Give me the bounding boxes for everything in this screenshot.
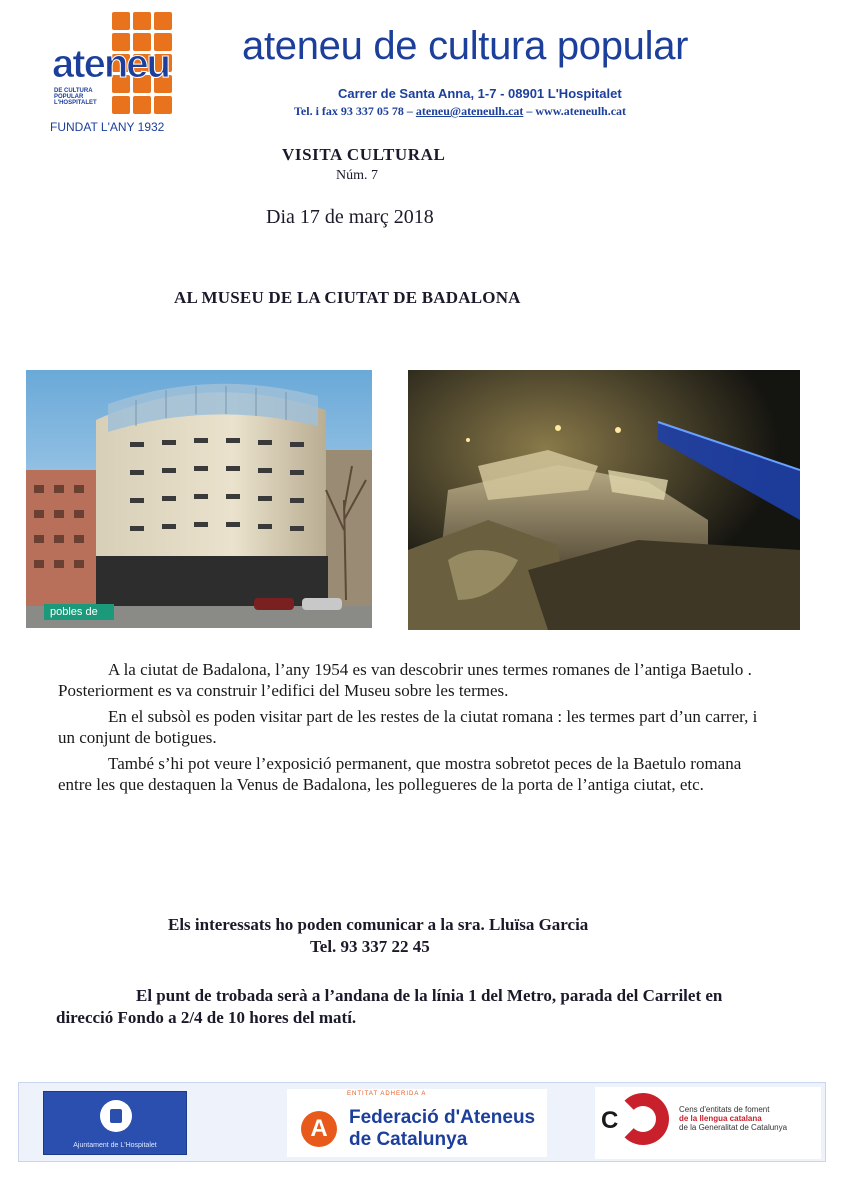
federation-a-icon: A	[301, 1111, 337, 1147]
organization-title: ateneu de cultura popular	[242, 24, 689, 68]
census-ring-icon	[617, 1093, 669, 1145]
website: – www.ateneulh.cat	[523, 104, 627, 118]
organization-address: Carrer de Santa Anna, 1-7 - 08901 L'Hospitalet	[338, 86, 622, 101]
logo-subtitle: DE CULTURA POPULAR L'HOSPITALET	[54, 88, 97, 106]
contact-phone: Tel. 93 337 22 45	[310, 937, 430, 956]
email-link[interactable]: ateneu@ateneulh.cat	[415, 104, 524, 118]
visit-title: VISITA CULTURAL	[282, 145, 446, 164]
phone-fax: Tel. i fax 93 337 05 78 –	[294, 104, 416, 118]
language-census-logo	[595, 1087, 821, 1159]
city-council-label: Ajuntament de L'Hospitalet	[73, 1142, 157, 1149]
census-text: Cens d'entitats de foment de la llengua catalana de la Generalitat de Catalunya	[679, 1105, 788, 1132]
event-title: AL MUSEU DE LA CIUTAT DE BADALONA	[174, 288, 521, 307]
contact-line: Els interessats ho poden comunicar a la sra. Lluïsa Garcia	[168, 915, 589, 934]
founded-text: FUNDAT L'ANY 1932	[50, 120, 165, 134]
organization-contact	[294, 104, 626, 119]
logo-wordmark: ateneu	[52, 42, 169, 86]
federation-logo	[287, 1089, 547, 1157]
ateneu-logo	[46, 12, 186, 136]
city-council-logo	[43, 1091, 187, 1155]
sponsor-strip	[18, 1082, 826, 1162]
roman-ruins-photo	[408, 370, 800, 630]
paragraph-discovery: A la ciutat de Badalona, l’any 1954 es van descobrir unes termes romanes de l’antiga Baetulo . Posteriorment es va construir l’edifici del Museu sobre les termes.	[58, 660, 752, 700]
crest-icon	[100, 1100, 132, 1132]
photo-badge: pobles de	[44, 604, 114, 620]
museum-building-photo	[26, 370, 372, 628]
meeting-point: El punt de trobada serà a l’andana de la línia 1 del Metro, parada del Carrilet en direcció Fondo a 2/4 de 10 hores del matí.	[56, 986, 723, 1027]
federation-tagline: ENTITAT ADHERIDA A	[347, 1091, 427, 1097]
visit-date: Dia 17 de març 2018	[266, 206, 434, 228]
paragraph-exhibition: També s’hi pot veure l’exposició permanent, que mostra sobretot peces de la Baetulo romana entre les que destaquen la Venus de Badalona, les pollegueres de la porta de l’antiga ciutat, etc.	[58, 754, 742, 794]
census-c-icon: C	[601, 1107, 619, 1134]
paragraph-subsoil: En el subsòl es poden visitar part de les restes de la ciutat romana : les termes part d’un carrer, i un conjunt de botigues.	[58, 707, 758, 747]
federation-name: Federació d'Ateneus de Catalunya	[349, 1107, 536, 1150]
visit-number: Núm. 7	[336, 168, 378, 183]
